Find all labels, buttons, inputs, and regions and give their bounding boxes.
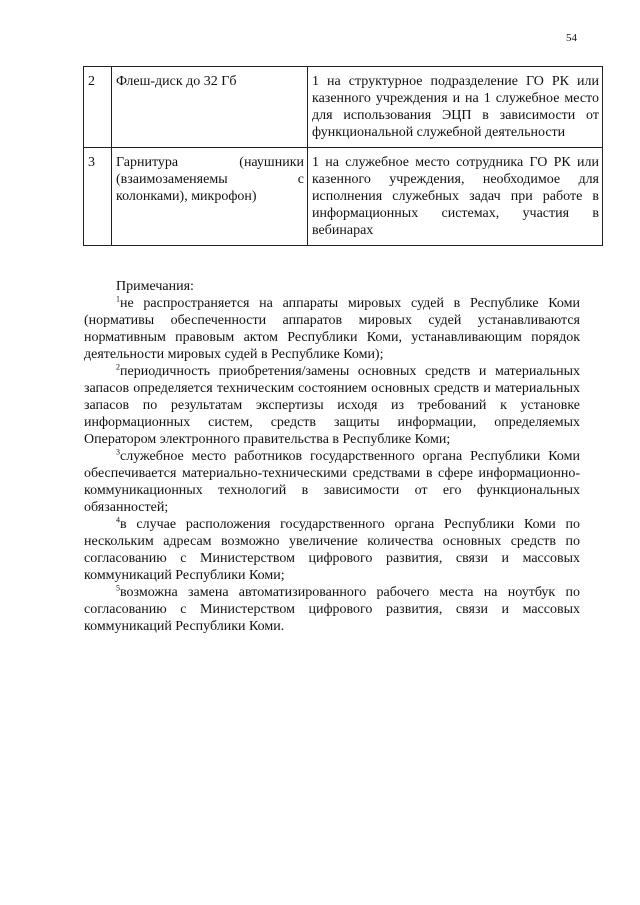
- note-text: служебное место работников государственного органа Республики Коми обеспечивается материально-техническими средствами в сфере информационно-коммуникационных технологий в зависимости от его функциональных обязанностей;: [84, 449, 580, 515]
- table-row: [84, 67, 603, 148]
- table-row: [84, 148, 603, 246]
- note-mark: 5: [116, 583, 120, 593]
- row-number: 2: [84, 67, 112, 148]
- note-text: периодичность приобретения/замены основных средств и материальных запасов определяется техническим состоянием основных средств и материальных запасов по результатам экспертизы исходя из требований к установке информационных систем, средств защиты информации, определяемых Оператором электронного правительства в Республике Коми;: [84, 364, 580, 447]
- note-item: [84, 516, 580, 584]
- note-mark: 3: [116, 447, 120, 457]
- notes-title: Примечания:: [116, 279, 194, 294]
- note-item: [84, 295, 580, 363]
- note-item: [84, 584, 580, 635]
- note-text: не распространяется на аппараты мировых судей в Республике Коми (нормативы обеспеченности аппаратов мировых судей устанавливаются нормативным правовым актом Республики Коми, устанавливающим порядок деятельности мировых судей в Республике Коми);: [84, 296, 580, 362]
- item-name: Гарнитура (наушники (взаимозаменяемы с колонками), микрофон): [112, 148, 308, 246]
- note-mark: 1: [116, 294, 120, 304]
- item-norm: 1 на структурное подразделение ГО РК или казенного учреждения и на 1 служебное место для использования ЭЦП в зависимости от функциональной служебной деятельности: [308, 67, 603, 148]
- notes-section: [84, 278, 580, 635]
- page-number: 54: [566, 32, 577, 44]
- row-number: 3: [84, 148, 112, 246]
- item-name: Флеш-диск до 32 Гб: [112, 67, 308, 148]
- note-item: [84, 448, 580, 516]
- note-text: в случае расположения государственного органа Республики Коми по нескольким адресам возможно увеличение количества основных средств по согласованию с Министерством цифрового развития, связи и массовых коммуникаций Республики Коми;: [84, 517, 580, 583]
- note-mark: 2: [116, 362, 120, 372]
- requirements-table: [83, 66, 603, 246]
- note-text: возможна замена автоматизированного рабочего места на ноутбук по согласованию с Министерством цифрового развития, связи и массовых коммуникаций Республики Коми.: [84, 585, 580, 634]
- note-mark: 4: [116, 515, 120, 525]
- note-item: [84, 363, 580, 448]
- item-norm: 1 на служебное место сотрудника ГО РК или казенного учреждения, необходимое для исполнения служебных задач при работе в информационных системах, участия в вебинарах: [308, 148, 603, 246]
